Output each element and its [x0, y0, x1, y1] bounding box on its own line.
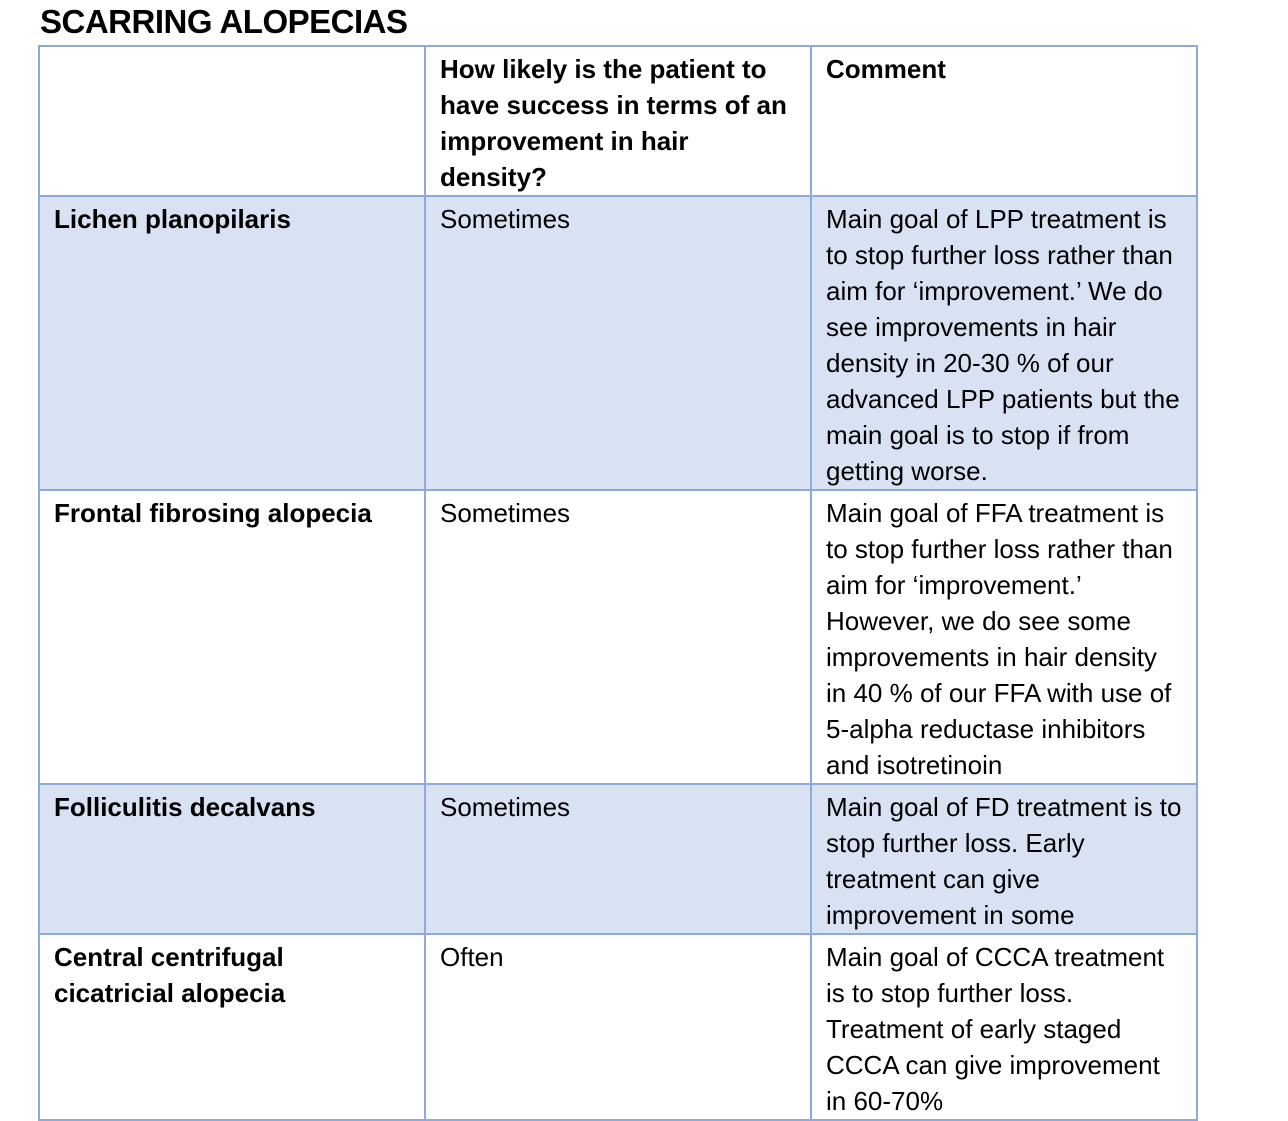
header-comment: Comment [811, 46, 1197, 196]
table-row [39, 490, 1197, 784]
comment-cell: Main goal of FD treatment is to stop further loss. Early treatment can give improvement in some [811, 784, 1197, 934]
condition-cell: Central centrifugal cicatricial alopecia [39, 934, 425, 1120]
table-row [39, 934, 1197, 1120]
comment-cell: Main goal of CCCA treatment is to stop further loss. Treatment of early staged CCCA can give improvement in 60-70% [811, 934, 1197, 1120]
condition-cell: Frontal fibrosing alopecia [39, 490, 425, 784]
likelihood-cell: Sometimes [425, 196, 811, 490]
table-row [39, 784, 1197, 934]
likelihood-cell: Often [425, 934, 811, 1120]
comment-cell: Main goal of LPP treatment is to stop further loss rather than aim for ‘improvement.’ We do see improvements in hair density in 20-30 % of our advanced LPP patients but the main goal is to stop if from getting worse. [811, 196, 1197, 490]
header-condition [39, 46, 425, 196]
likelihood-cell: Sometimes [425, 784, 811, 934]
comment-cell: Main goal of FFA treatment is to stop further loss rather than aim for ‘improvement.’ However, we do see some improvements in hair density in 40 % of our FFA with use of 5-alpha reductase inhibitors and isotretinoin [811, 490, 1197, 784]
scarring-alopecias-table [38, 45, 1198, 1121]
document-title: SCARRING ALOPECIAS [40, 3, 408, 40]
table-row [39, 196, 1197, 490]
likelihood-cell: Sometimes [425, 490, 811, 784]
header-row [39, 46, 1197, 196]
header-likelihood: How likely is the patient to have success in terms of an improvement in hair density? [425, 46, 811, 196]
condition-cell: Folliculitis decalvans [39, 784, 425, 934]
condition-cell: Lichen planopilaris [39, 196, 425, 490]
